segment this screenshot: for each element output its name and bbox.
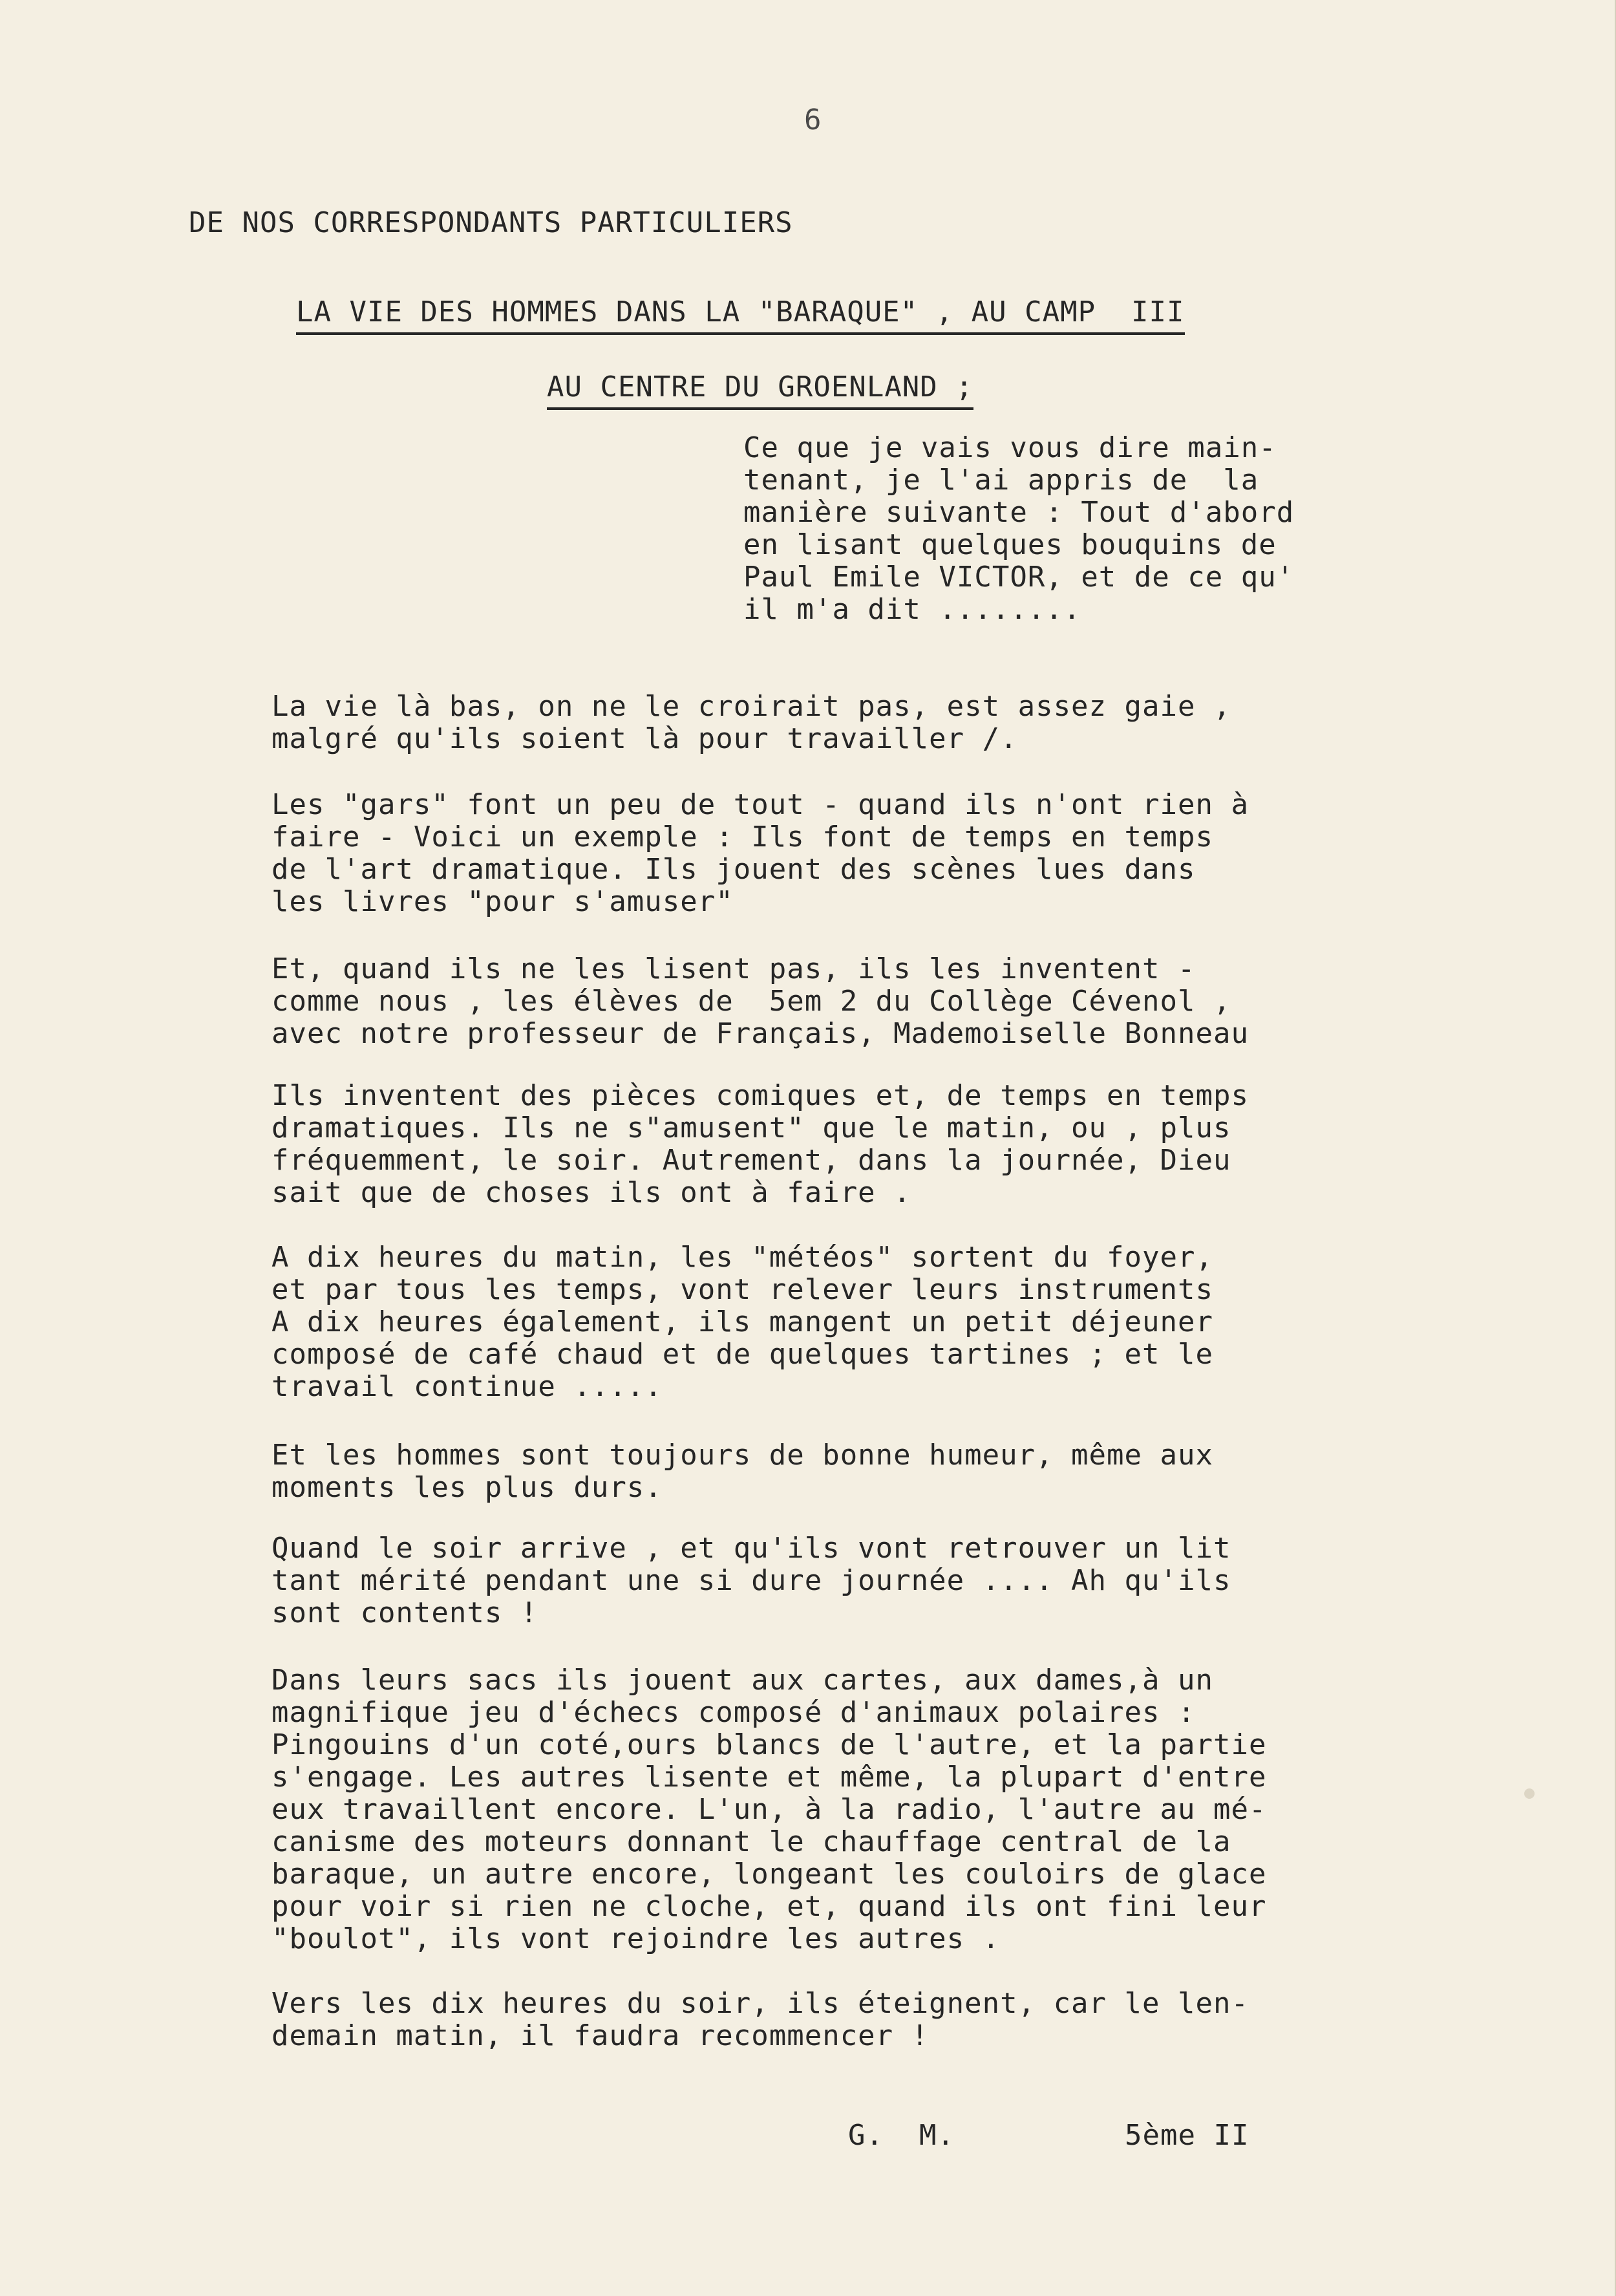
text-line: Pingouins d'un coté,ours blancs de l'autre, et la partie — [271, 1728, 1267, 1761]
pinhole-mark — [1524, 1788, 1535, 1799]
paragraph-4 — [271, 1080, 1249, 1209]
text-line: eux travaillent encore. L'un, à la radio, l'autre au mé- — [271, 1793, 1267, 1826]
section-heading: DE NOS CORRESPONDANTS PARTICULIERS — [189, 206, 793, 239]
paragraph-8 — [271, 1664, 1266, 1955]
paragraph-1 — [271, 691, 1231, 755]
author-class: 5ème II — [1125, 2119, 1249, 2152]
text-line: baraque, un autre encore, longeant les couloirs de glace — [271, 1858, 1267, 1891]
paragraph-7 — [271, 1532, 1231, 1629]
text-line: Quand le soir arrive , et qu'ils vont retrouver un lit — [271, 1532, 1231, 1565]
text-line: et par tous les temps, vont relever leurs instruments — [271, 1273, 1213, 1306]
paragraph-6 — [271, 1439, 1213, 1504]
author-initials: G. M. — [848, 2119, 955, 2152]
page-number: 6 — [804, 103, 822, 136]
text-line: composé de café chaud et de quelques tartines ; et le — [271, 1338, 1213, 1371]
intro-paragraph — [743, 432, 1294, 626]
text-line: faire - Voici un exemple : Ils font de temps en temps — [271, 821, 1213, 853]
text-line: Dans leurs sacs ils jouent aux cartes, aux dames,à un — [271, 1664, 1213, 1697]
text-line: fréquemment, le soir. Autrement, dans la journée, Dieu — [271, 1144, 1231, 1177]
article-title-line-2: AU CENTRE DU GROENLAND ; — [547, 371, 973, 410]
text-line: demain matin, il faudra recommencer ! — [271, 2019, 930, 2052]
text-line: tant mérité pendant une si dure journée .... Ah qu'ils — [271, 1564, 1231, 1597]
text-line: magnifique jeu d'échecs composé d'animaux polaires : — [271, 1696, 1196, 1729]
text-line: canisme des moteurs donnant le chauffage central de la — [271, 1825, 1231, 1858]
article-title-line-1: LA VIE DES HOMMES DANS LA "BARAQUE" , AU CAMP III — [296, 296, 1185, 335]
text-line: les livres "pour s'amuser" — [271, 885, 734, 918]
text-line: Et, quand ils ne les lisent pas, ils les inventent - — [271, 952, 1196, 985]
text-line: tenant, je l'ai appris de la — [743, 464, 1259, 497]
text-line: sont contents ! — [271, 1596, 538, 1629]
text-line: sait que de choses ils ont à faire . — [271, 1176, 911, 1209]
paragraph-9 — [271, 1988, 1249, 2052]
text-line: La vie là bas, on ne le croirait pas, est assez gaie , — [271, 690, 1231, 723]
text-line: travail continue ..... — [271, 1370, 663, 1403]
text-line: avec notre professeur de Français, Mademoiselle Bonneau — [271, 1017, 1249, 1050]
text-line: comme nous , les élèves de 5em 2 du Collège Cévenol , — [271, 985, 1231, 1018]
text-line: Les "gars" font un peu de tout - quand ils n'ont rien à — [271, 788, 1249, 821]
text-line: dramatiques. Ils ne s"amusent" que le matin, ou , plus — [271, 1111, 1231, 1144]
text-line: Vers les dix heures du soir, ils éteignent, car le len- — [271, 1987, 1249, 2020]
text-line: "boulot", ils vont rejoindre les autres . — [271, 1922, 1001, 1955]
text-line: s'engage. Les autres lisente et même, la plupart d'entre — [271, 1761, 1267, 1794]
text-line: Et les hommes sont toujours de bonne humeur, même aux — [271, 1439, 1213, 1472]
text-line: Paul Emile VICTOR, et de ce qu' — [743, 561, 1295, 594]
text-line: manière suivante : Tout d'abord — [743, 496, 1295, 529]
paragraph-5 — [271, 1241, 1213, 1403]
text-line: A dix heures du matin, les "météos" sortent du foyer, — [271, 1241, 1213, 1274]
paragraph-3 — [271, 953, 1249, 1050]
text-line: Ce que je vais vous dire main- — [743, 431, 1277, 464]
paragraph-2 — [271, 789, 1249, 918]
text-line: A dix heures également, ils mangent un petit déjeuner — [271, 1305, 1213, 1338]
text-line: en lisant quelques bouquins de — [743, 528, 1277, 561]
text-line: de l'art dramatique. Ils jouent des scènes lues dans — [271, 853, 1196, 886]
text-line: moments les plus durs. — [271, 1471, 663, 1504]
text-line: pour voir si rien ne cloche, et, quand ils ont fini leur — [271, 1890, 1267, 1923]
text-line: malgré qu'ils soient là pour travailler /. — [271, 722, 1018, 755]
text-line: il m'a dit ........ — [743, 593, 1081, 626]
text-line: Ils inventent des pièces comiques et, de temps en temps — [271, 1079, 1249, 1112]
